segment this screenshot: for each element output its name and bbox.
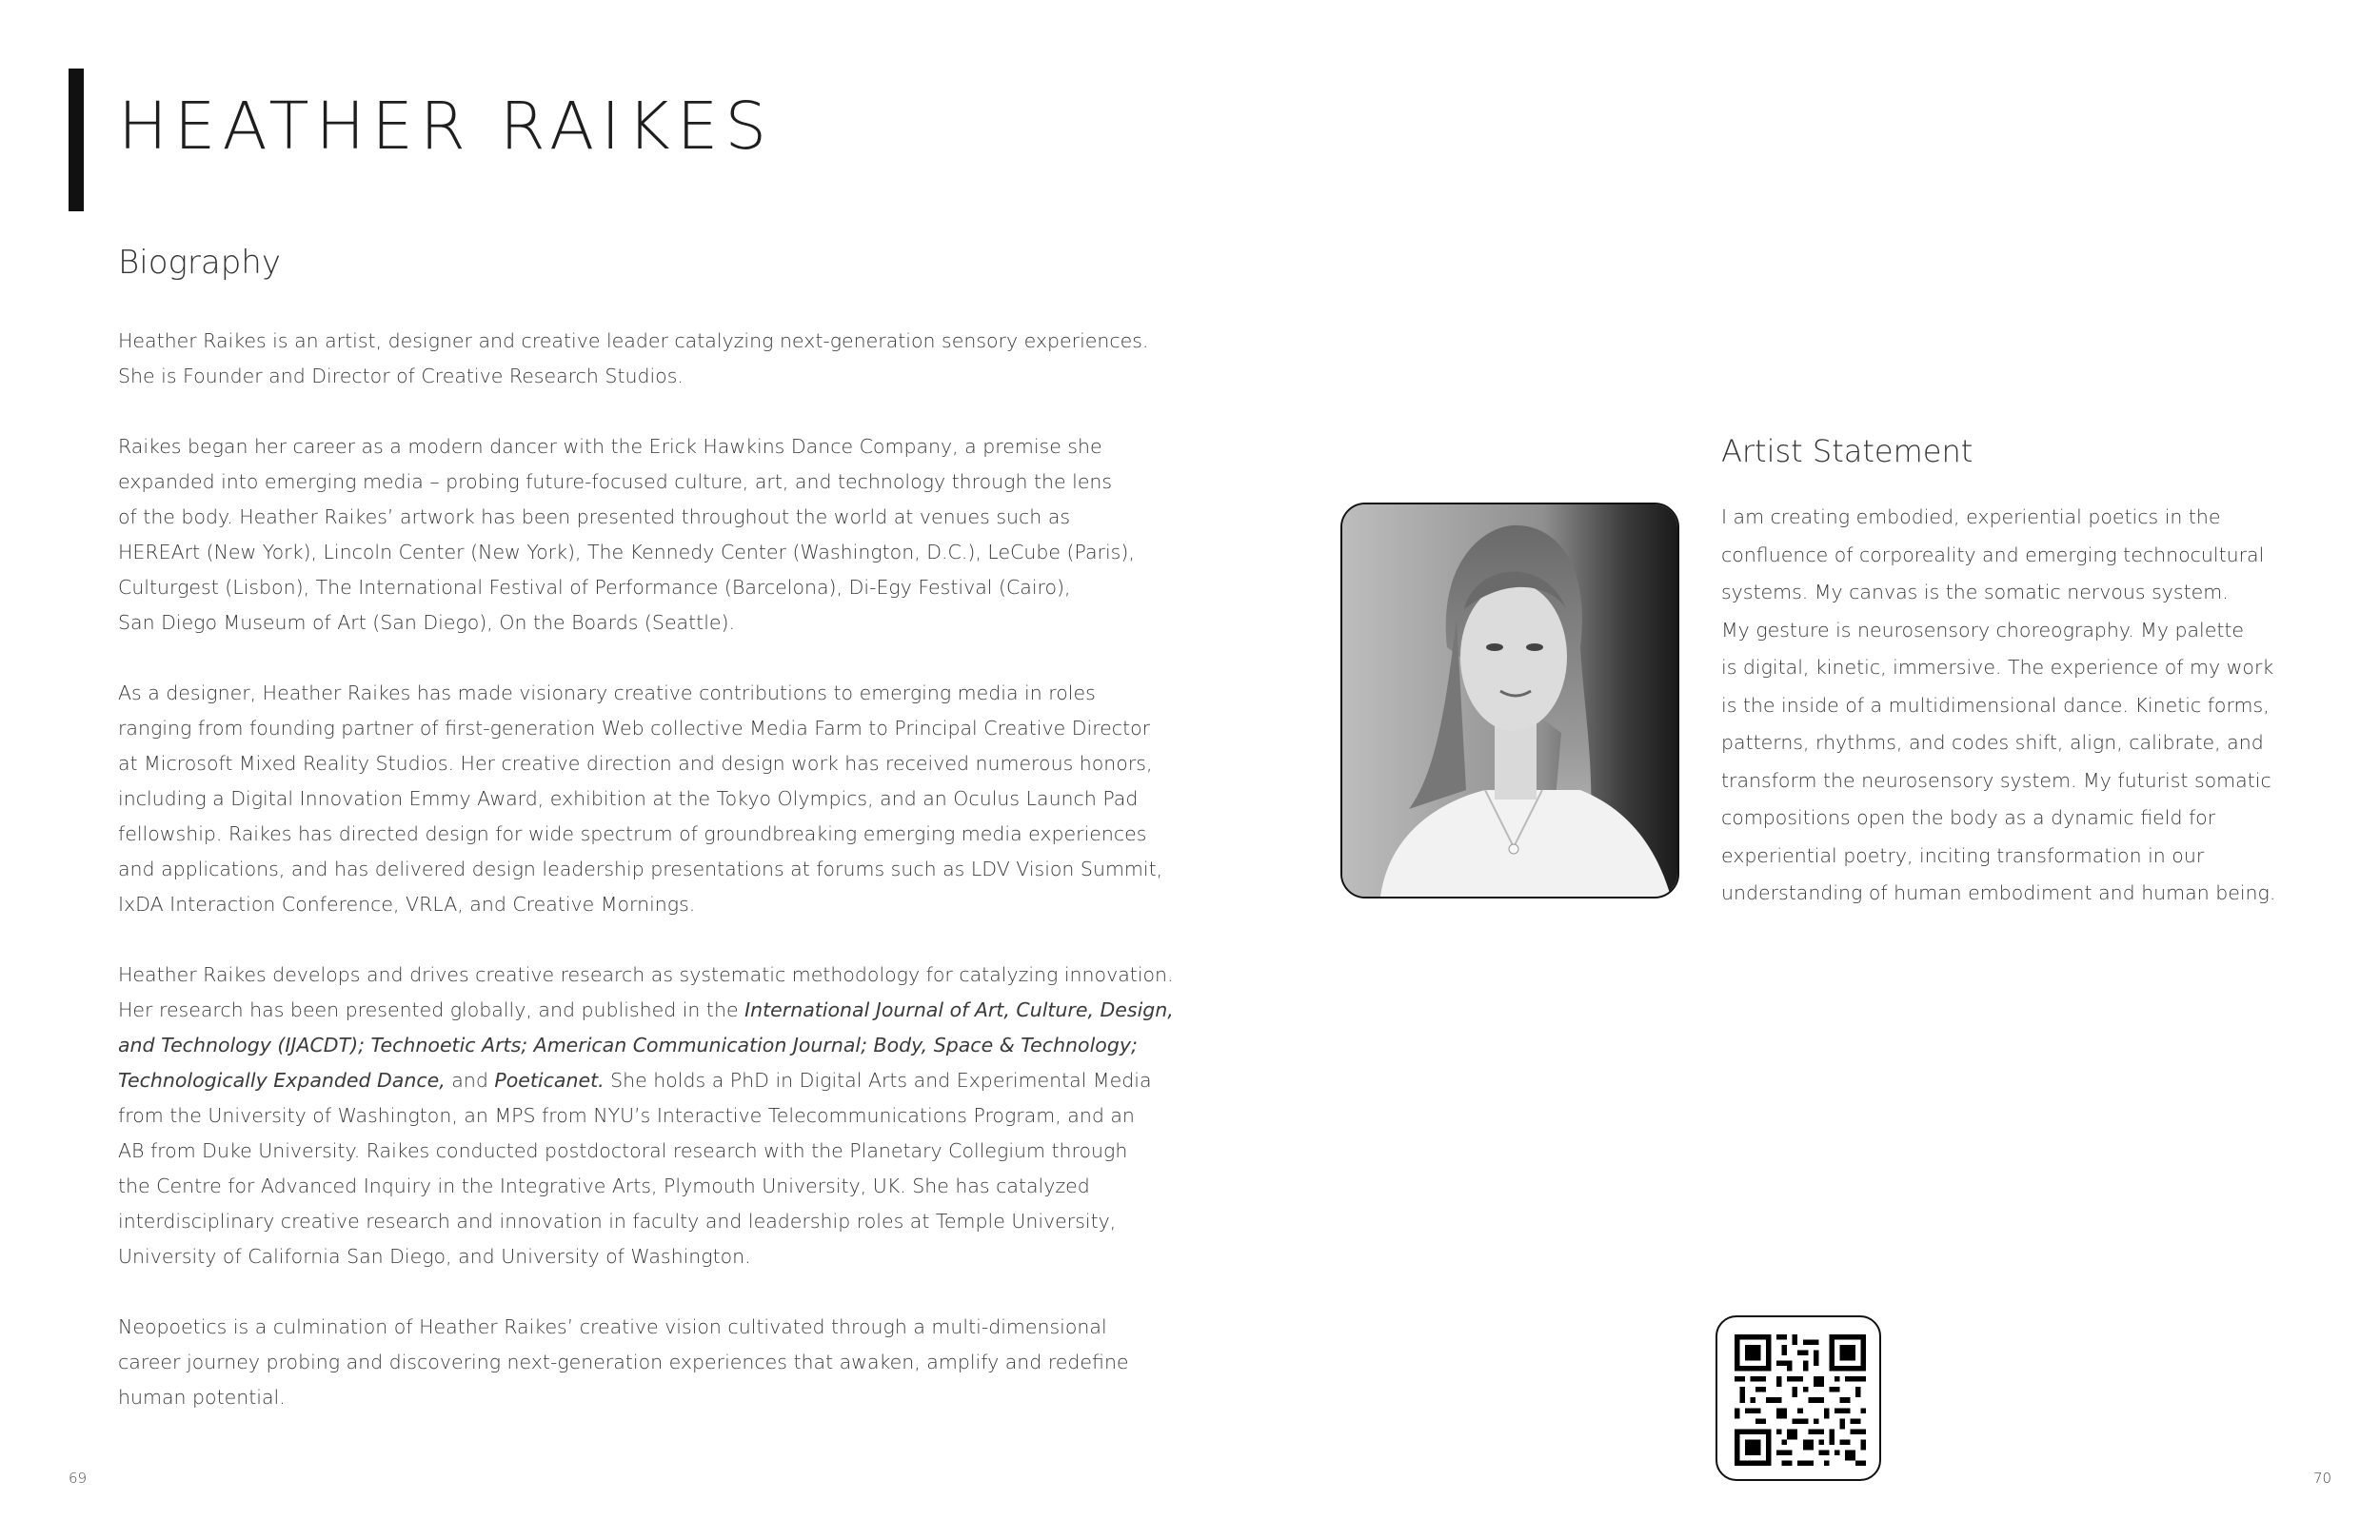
statement-line: is digital, kinetic, immersive. The experience of my work: [1721, 656, 2274, 679]
statement-line: experiential poetry, inciting transformation in our: [1721, 843, 2205, 867]
bio-line: Raikes began her career as a modern dancer with the Erick Hawkins Dance Company, a premise she: [118, 435, 1102, 458]
bio-line: Heather Raikes is an artist, designer and creative leader catalyzing next-generation sensory experiences.: [118, 329, 1149, 352]
bio-line: the Centre for Advanced Inquiry in the Integrative Arts, Plymouth University, UK. She has catalyzed: [118, 1175, 1090, 1197]
bio-text-run: Her research has been presented globally, and published in the: [118, 998, 745, 1021]
artist-statement-heading: Artist Statement: [1721, 433, 1973, 469]
bio-line: HEREArt (New York), Lincoln Center (New York), The Kennedy Center (Washington, D.C.), LeCube (Paris),: [118, 541, 1135, 563]
statement-line: I am creating embodied, experiential poetics in the: [1721, 505, 2221, 528]
statement-line: patterns, rhythms, and codes shift, align, calibrate, and: [1721, 731, 2264, 754]
bio-line: AB from Duke University. Raikes conducted postdoctoral research with the Planetary Collegium through: [118, 1139, 1128, 1162]
bio-line: [118, 993, 1174, 1028]
statement-line: transform the neurosensory system. My futurist somatic: [1721, 768, 2271, 792]
statement-line: confluence of corporeality and emerging technocultural: [1721, 543, 2265, 566]
bio-text-run: and: [445, 1069, 495, 1092]
bio-line: fellowship. Raikes has directed design for wide spectrum of groundbreaking emerging media experiences: [118, 822, 1147, 845]
statement-line: is the inside of a multidimensional dance. Kinetic forms,: [1721, 693, 2270, 717]
bio-line: career journey probing and discovering next-generation experiences that awaken, amplify and redefine: [118, 1351, 1129, 1373]
biography-text: [118, 324, 1174, 1451]
page-number-right: 70: [2313, 1470, 2332, 1487]
statement-line: understanding of human embodiment and human being.: [1721, 881, 2276, 904]
bio-line: and applications, and has delivered design leadership presentations at forums such as LDV Vision Summit,: [118, 858, 1163, 880]
bio-line: including a Digital Innovation Emmy Award, exhibition at the Tokyo Olympics, and an Oculus Launch Pad: [118, 787, 1139, 810]
bio-line: human potential.: [118, 1386, 286, 1409]
bio-line: Heather Raikes develops and drives creative research as systematic methodology for catalyzing innovation.: [118, 963, 1174, 986]
bio-line: Culturgest (Lisbon), The International Festival of Performance (Barcelona), Di-Egy Festival (Cairo),: [118, 576, 1071, 599]
bio-line: She is Founder and Director of Creative Research Studios.: [118, 365, 684, 387]
bio-line: expanded into emerging media – probing future-focused culture, art, and technology through the lens: [118, 470, 1113, 493]
bio-line: Neopoetics is a culmination of Heather Raikes’ creative vision cultivated through a multi-dimensional: [118, 1315, 1107, 1338]
publication-title: International Journal of Art, Culture, Design,: [744, 998, 1174, 1021]
statement-line: systems. My canvas is the somatic nervous system.: [1721, 581, 2229, 603]
statement-line: My gesture is neurosensory choreography. My palette: [1721, 618, 2245, 642]
artist-statement-text: [1721, 499, 2292, 913]
publication-title: Poeticanet.: [494, 1069, 605, 1092]
page-number-left: 69: [69, 1470, 88, 1487]
bio-line: of the body. Heather Raikes’ artwork has been presented throughout the world at venues such as: [118, 505, 1071, 528]
page-title: HEATHER RAIKES: [118, 89, 774, 165]
bio-line: [118, 1063, 1152, 1098]
qr-code-icon: [1735, 1334, 1866, 1466]
bio-line: from the University of Washington, an MPS from NYU’s Interactive Telecommunications Program, and an: [118, 1104, 1135, 1127]
artist-portrait: [1340, 503, 1679, 898]
bio-paragraph-1: [118, 324, 1149, 394]
qr-code[interactable]: [1716, 1315, 1881, 1481]
bio-paragraph-2: [118, 429, 1135, 641]
statement-line: compositions open the body as a dynamic field for: [1721, 806, 2216, 829]
publication-title: Technologically Expanded Dance,: [118, 1069, 446, 1092]
bio-line: ranging from founding partner of first-generation Web collective Media Farm to Principal Creative Director: [118, 717, 1151, 740]
bio-line: As a designer, Heather Raikes has made visionary creative contributions to emerging media in roles: [118, 681, 1096, 704]
bio-line: [118, 1028, 1138, 1063]
bio-line: interdisciplinary creative research and innovation in faculty and leadership roles at Temple University,: [118, 1210, 1117, 1233]
bio-paragraph-4: [118, 958, 1174, 1274]
publication-title: and Technology (IJACDT); Technoetic Arts; American Communication Journal; Body, Space & Technology;: [118, 1034, 1138, 1056]
bio-line: at Microsoft Mixed Reality Studios. Her creative direction and design work has received numerous honors,: [118, 752, 1153, 775]
bio-line: San Diego Museum of Art (San Diego), On the Boards (Seattle).: [118, 611, 736, 634]
bio-line: University of California San Diego, and University of Washington.: [118, 1245, 751, 1268]
biography-heading: Biography: [118, 244, 281, 282]
bio-text-run: She holds a PhD in Digital Arts and Experimental Media: [604, 1069, 1152, 1092]
title-accent-bar: [69, 69, 84, 211]
bio-paragraph-5: [118, 1310, 1129, 1415]
portrait-illustration: [1342, 504, 1677, 897]
bio-line: IxDA Interaction Conference, VRLA, and Creative Mornings.: [118, 893, 696, 916]
bio-paragraph-3: [118, 676, 1163, 922]
